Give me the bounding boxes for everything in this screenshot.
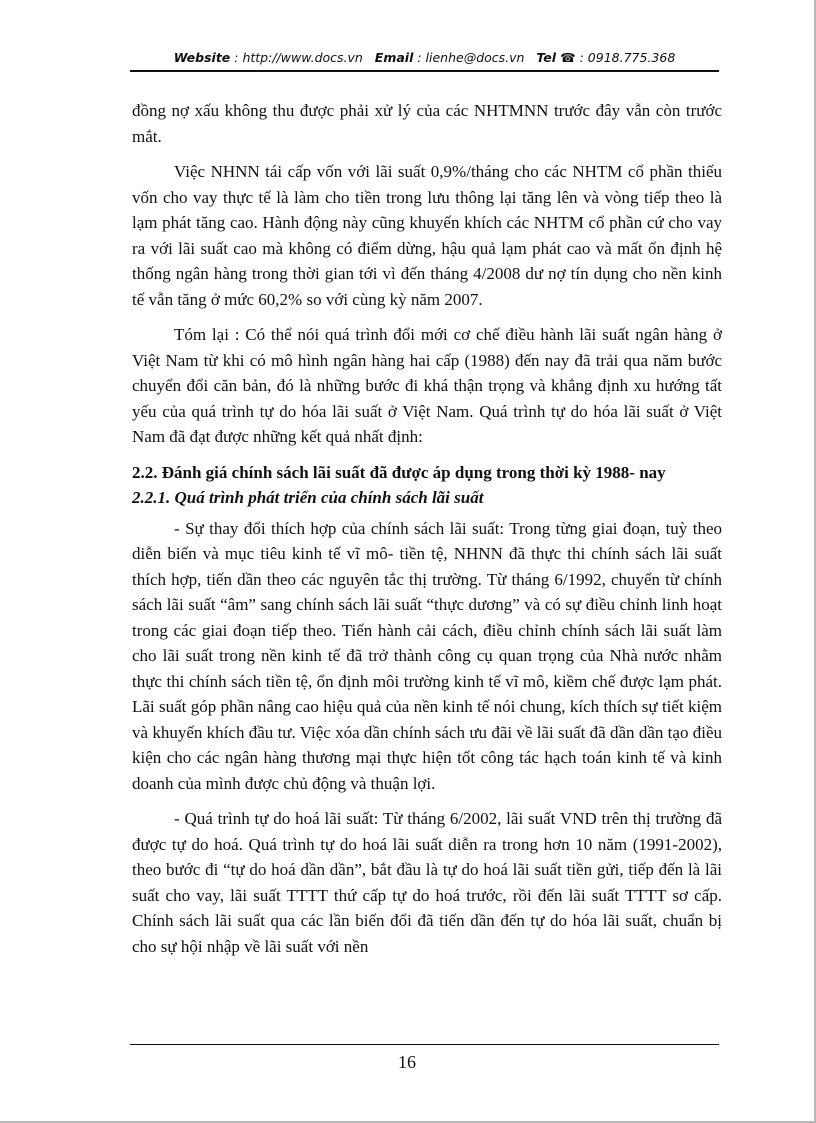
email-address: : lienhe@docs.vn bbox=[417, 50, 525, 65]
paragraph-liberalization: - Quá trình tự do hoá lãi suất: Từ tháng 6/2002, lãi suất VND trên thị trường đã được tự do hoá. Quá trình tự do hoá lãi suất diễn ra trong hơn 10 năm (1991-2002), theo bước đi “tự do hoá dần dần”, bắt đầu là tự do hoá lãi suất tiền gửi, tiếp đến là lãi suất cho vay, lãi suất TTTT thứ cấp tự do hoá trước, rồi đến lãi suất TTTT sơ cấp. Chính sách lãi suất qua các lần biến đổi đã tiến dần đến tự do hóa lãi suất, chuẩn bị cho sự hội nhập về lãi suất với nền bbox=[132, 809, 722, 956]
website-url: : http://www.docs.vn bbox=[234, 50, 363, 65]
email-label: Email bbox=[374, 50, 414, 65]
tel-number: : 0918.775.368 bbox=[579, 50, 676, 65]
subsection-heading: 2.2.1. Quá trình phát triển của chính sách lãi suất bbox=[132, 487, 484, 507]
footer-divider bbox=[130, 1044, 719, 1045]
section-heading: 2.2. Đánh giá chính sách lãi suất đã được áp dụng trong thời kỳ 1988- nay bbox=[132, 462, 666, 482]
paragraph-nhnn-refinancing: Việc NHNN tái cấp vốn với lãi suất 0,9%/tháng cho các NHTM cổ phần thiếu vốn cho vay thực tế là làm cho tiền trong lưu thông lại tăng lên và vòng tiếp theo là lạm phát tăng cao. Hành động này cũng khuyến khích các NHTM cổ phần cứ cho vay ra với lãi suất cao mà không có điểm dừng, hậu quả lạm phát cao và mất ổn định hệ thống ngân hàng trong thời gian tới vì đến tháng 4/2008 dư nợ tín dụng cho nền kinh tế vẫn tăng ở mức 60,2% so với cùng kỳ năm 2007. bbox=[132, 162, 722, 309]
paragraph-policy-change: - Sự thay đổi thích hợp của chính sách lãi suất: Trong từng giai đoạn, tuỳ theo diễn biến và mục tiêu kinh tế vĩ mô- tiền tệ, NHNN đã thực thi chính sách lãi suất thích hợp, tiến dần theo các nguyên tắc thị trường. Từ tháng 6/1992, chuyển từ chính sách lãi suất “âm” sang chính sách lãi suất “thực dương” và có sự điều chỉnh linh hoạt trong các giai đoạn tiếp theo. Tiến hành cải cách, điều chỉnh chính sách lãi suất làm cho lãi suất trong nền kinh tế đã trở thành công cụ quan trọng của Nhà nước nhằm thực thi chính sách tiền tệ, ổn định môi trường kinh tế vĩ mô, kiềm chế được lạm phát. Lãi suất góp phần nâng cao hiệu quả của nền kinh tế nói chung, kích thích sự tiết kiệm và khuyến khích đầu tư. Việc xóa dần chính sách ưu đãi về lãi suất đã dần dần tạo điều kiện cho các ngân hàng thương mại thực hiện tốt công tác hạch toán kinh tế và kinh doanh của mình được chủ động và thuận lợi. bbox=[132, 518, 722, 793]
document-body bbox=[132, 98, 722, 969]
page-number: 16 bbox=[398, 1052, 416, 1072]
phone-icon: ☎ bbox=[560, 50, 576, 65]
website-label: Website bbox=[173, 50, 231, 65]
paragraph-continuation: đồng nợ xấu không thu được phải xử lý của các NHTMNN trước đây vẫn còn trước mắt. bbox=[132, 101, 722, 146]
tel-label: Tel bbox=[536, 50, 557, 65]
page-header bbox=[130, 46, 719, 72]
paragraph-summary: Tóm lại : Có thể nói quá trình đổi mới cơ chế điều hành lãi suất ngân hàng ở Việt Nam từ khi có mô hình ngân hàng hai cấp (1988) đến nay đã trải qua năm bước chuyển đổi căn bản, đó là những bước đi khá thận trọng và khẳng định xu hướng tất yếu của quá trình tự do hóa lãi suất ở Việt Nam. Quá trình tự do hóa lãi suất ở Việt Nam đã đạt được những kết quả nhất định: bbox=[132, 325, 722, 446]
